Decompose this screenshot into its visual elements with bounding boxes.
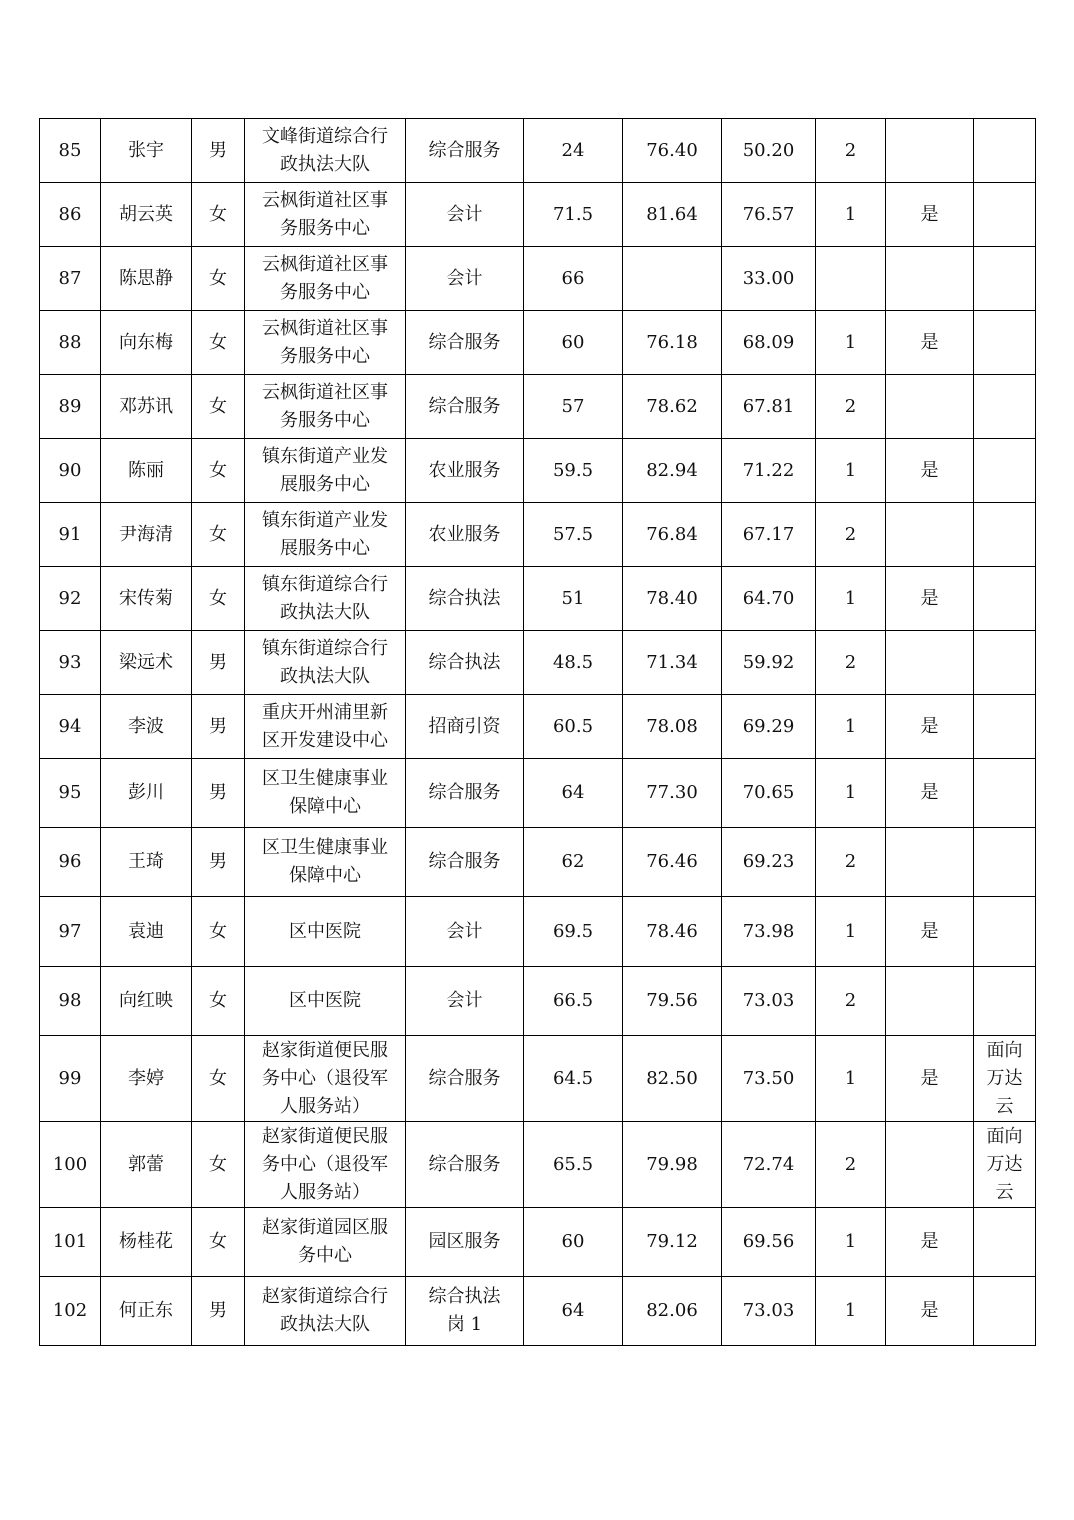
note-cell (974, 247, 1036, 311)
row-number-cell: 90 (40, 439, 101, 503)
interview-score-cell (623, 247, 722, 311)
note-cell (974, 695, 1036, 759)
gender-cell: 女 (192, 183, 245, 247)
rank-cell: 2 (816, 375, 886, 439)
unit-cell: 镇东街道产业发 展服务中心 (245, 439, 406, 503)
written-score-cell: 60 (524, 1208, 623, 1277)
written-score-cell: 71.5 (524, 183, 623, 247)
selected-cell: 是 (886, 439, 974, 503)
total-score-cell: 69.56 (722, 1208, 816, 1277)
selected-cell: 是 (886, 567, 974, 631)
written-score-cell: 57.5 (524, 503, 623, 567)
written-score-cell: 48.5 (524, 631, 623, 695)
post-cell: 综合服务 (406, 311, 524, 375)
unit-cell: 赵家街道便民服 务中心（退役军 人服务站） (245, 1122, 406, 1208)
written-score-cell: 64.5 (524, 1036, 623, 1122)
interview-score-cell: 82.50 (623, 1036, 722, 1122)
name-cell: 陈丽 (101, 439, 192, 503)
rank-cell: 1 (816, 759, 886, 828)
written-score-cell: 64 (524, 1277, 623, 1346)
gender-cell: 女 (192, 967, 245, 1036)
name-cell: 彭川 (101, 759, 192, 828)
note-cell (974, 1277, 1036, 1346)
interview-score-cell: 82.06 (623, 1277, 722, 1346)
table-row (40, 828, 1036, 897)
rank-cell: 1 (816, 1036, 886, 1122)
post-cell: 园区服务 (406, 1208, 524, 1277)
row-number-cell: 91 (40, 503, 101, 567)
row-number-cell: 85 (40, 119, 101, 183)
unit-cell: 云枫街道社区事 务服务中心 (245, 311, 406, 375)
name-cell: 梁远术 (101, 631, 192, 695)
note-cell: 面向 万达 云 (974, 1122, 1036, 1208)
table-row (40, 1277, 1036, 1346)
table-row (40, 183, 1036, 247)
interview-score-cell: 76.40 (623, 119, 722, 183)
unit-cell: 重庆开州浦里新 区开发建设中心 (245, 695, 406, 759)
name-cell: 邓苏讯 (101, 375, 192, 439)
selected-cell (886, 375, 974, 439)
rank-cell: 2 (816, 1122, 886, 1208)
table-row (40, 1122, 1036, 1208)
rank-cell: 1 (816, 695, 886, 759)
post-cell: 会计 (406, 897, 524, 967)
unit-cell: 区卫生健康事业 保障中心 (245, 759, 406, 828)
row-number-cell: 101 (40, 1208, 101, 1277)
rank-cell: 1 (816, 183, 886, 247)
note-cell (974, 1208, 1036, 1277)
note-cell (974, 759, 1036, 828)
interview-score-cell: 78.62 (623, 375, 722, 439)
gender-cell: 男 (192, 759, 245, 828)
row-number-cell: 98 (40, 967, 101, 1036)
total-score-cell: 59.92 (722, 631, 816, 695)
note-cell (974, 183, 1036, 247)
interview-score-cell: 82.94 (623, 439, 722, 503)
selected-cell (886, 631, 974, 695)
total-score-cell: 69.29 (722, 695, 816, 759)
total-score-cell: 68.09 (722, 311, 816, 375)
rank-cell (816, 247, 886, 311)
total-score-cell: 64.70 (722, 567, 816, 631)
selected-cell: 是 (886, 897, 974, 967)
note-cell (974, 503, 1036, 567)
post-cell: 综合服务 (406, 759, 524, 828)
note-cell (974, 311, 1036, 375)
name-cell: 张宇 (101, 119, 192, 183)
name-cell: 李波 (101, 695, 192, 759)
gender-cell: 男 (192, 631, 245, 695)
name-cell: 李婷 (101, 1036, 192, 1122)
written-score-cell: 65.5 (524, 1122, 623, 1208)
post-cell: 综合服务 (406, 119, 524, 183)
interview-score-cell: 76.18 (623, 311, 722, 375)
table-row (40, 1036, 1036, 1122)
table-row (40, 897, 1036, 967)
gender-cell: 女 (192, 1036, 245, 1122)
rank-cell: 2 (816, 631, 886, 695)
post-cell: 综合执法 岗 1 (406, 1277, 524, 1346)
gender-cell: 女 (192, 311, 245, 375)
note-cell (974, 439, 1036, 503)
unit-cell: 区中医院 (245, 967, 406, 1036)
row-number-cell: 89 (40, 375, 101, 439)
post-cell: 会计 (406, 247, 524, 311)
gender-cell: 女 (192, 503, 245, 567)
rank-cell: 1 (816, 311, 886, 375)
selected-cell: 是 (886, 183, 974, 247)
table-row (40, 311, 1036, 375)
table-row (40, 375, 1036, 439)
unit-cell: 文峰街道综合行 政执法大队 (245, 119, 406, 183)
interview-score-cell: 78.08 (623, 695, 722, 759)
written-score-cell: 66 (524, 247, 623, 311)
row-number-cell: 93 (40, 631, 101, 695)
name-cell: 向东梅 (101, 311, 192, 375)
interview-score-cell: 81.64 (623, 183, 722, 247)
note-cell (974, 567, 1036, 631)
rank-cell: 2 (816, 828, 886, 897)
total-score-cell: 76.57 (722, 183, 816, 247)
unit-cell: 赵家街道综合行 政执法大队 (245, 1277, 406, 1346)
table-row (40, 631, 1036, 695)
selected-cell (886, 503, 974, 567)
gender-cell: 女 (192, 439, 245, 503)
unit-cell: 区卫生健康事业 保障中心 (245, 828, 406, 897)
name-cell: 尹海清 (101, 503, 192, 567)
row-number-cell: 97 (40, 897, 101, 967)
rank-cell: 1 (816, 567, 886, 631)
row-number-cell: 95 (40, 759, 101, 828)
interview-score-cell: 79.98 (623, 1122, 722, 1208)
selected-cell (886, 828, 974, 897)
interview-score-cell: 78.40 (623, 567, 722, 631)
post-cell: 综合服务 (406, 1122, 524, 1208)
total-score-cell: 73.50 (722, 1036, 816, 1122)
name-cell: 何正东 (101, 1277, 192, 1346)
written-score-cell: 66.5 (524, 967, 623, 1036)
post-cell: 综合服务 (406, 1036, 524, 1122)
name-cell: 宋传菊 (101, 567, 192, 631)
name-cell: 郭蕾 (101, 1122, 192, 1208)
table-body (40, 119, 1036, 1346)
rank-cell: 2 (816, 503, 886, 567)
interview-score-cell: 77.30 (623, 759, 722, 828)
gender-cell: 女 (192, 1208, 245, 1277)
total-score-cell: 70.65 (722, 759, 816, 828)
interview-score-cell: 78.46 (623, 897, 722, 967)
interview-score-cell: 76.84 (623, 503, 722, 567)
gender-cell: 男 (192, 695, 245, 759)
row-number-cell: 87 (40, 247, 101, 311)
unit-cell: 赵家街道园区服 务中心 (245, 1208, 406, 1277)
interview-score-cell: 79.12 (623, 1208, 722, 1277)
rank-cell: 2 (816, 119, 886, 183)
selected-cell (886, 967, 974, 1036)
post-cell: 农业服务 (406, 503, 524, 567)
rank-cell: 1 (816, 1277, 886, 1346)
unit-cell: 区中医院 (245, 897, 406, 967)
total-score-cell: 73.03 (722, 967, 816, 1036)
name-cell: 胡云英 (101, 183, 192, 247)
total-score-cell: 73.03 (722, 1277, 816, 1346)
selected-cell (886, 247, 974, 311)
note-cell (974, 375, 1036, 439)
note-cell: 面向 万达 云 (974, 1036, 1036, 1122)
row-number-cell: 102 (40, 1277, 101, 1346)
unit-cell: 镇东街道产业发 展服务中心 (245, 503, 406, 567)
table-row (40, 503, 1036, 567)
unit-cell: 云枫街道社区事 务服务中心 (245, 183, 406, 247)
row-number-cell: 88 (40, 311, 101, 375)
table-row (40, 567, 1036, 631)
post-cell: 综合执法 (406, 631, 524, 695)
gender-cell: 男 (192, 828, 245, 897)
table-row (40, 695, 1036, 759)
post-cell: 综合服务 (406, 828, 524, 897)
selected-cell: 是 (886, 1277, 974, 1346)
gender-cell: 女 (192, 567, 245, 631)
table-row (40, 439, 1036, 503)
selected-cell: 是 (886, 1208, 974, 1277)
selected-cell (886, 119, 974, 183)
total-score-cell: 69.23 (722, 828, 816, 897)
written-score-cell: 64 (524, 759, 623, 828)
gender-cell: 女 (192, 247, 245, 311)
unit-cell: 赵家街道便民服 务中心（退役军 人服务站） (245, 1036, 406, 1122)
table-row (40, 119, 1036, 183)
table-row (40, 967, 1036, 1036)
total-score-cell: 67.81 (722, 375, 816, 439)
interview-score-cell: 79.56 (623, 967, 722, 1036)
note-cell (974, 631, 1036, 695)
unit-cell: 镇东街道综合行 政执法大队 (245, 631, 406, 695)
interview-score-cell: 76.46 (623, 828, 722, 897)
written-score-cell: 24 (524, 119, 623, 183)
table-row (40, 247, 1036, 311)
selected-cell: 是 (886, 1036, 974, 1122)
rank-cell: 1 (816, 1208, 886, 1277)
written-score-cell: 69.5 (524, 897, 623, 967)
unit-cell: 云枫街道社区事 务服务中心 (245, 375, 406, 439)
total-score-cell: 71.22 (722, 439, 816, 503)
written-score-cell: 51 (524, 567, 623, 631)
name-cell: 杨桂花 (101, 1208, 192, 1277)
table-row (40, 1208, 1036, 1277)
total-score-cell: 33.00 (722, 247, 816, 311)
written-score-cell: 57 (524, 375, 623, 439)
gender-cell: 女 (192, 1122, 245, 1208)
written-score-cell: 62 (524, 828, 623, 897)
post-cell: 招商引资 (406, 695, 524, 759)
gender-cell: 女 (192, 897, 245, 967)
note-cell (974, 828, 1036, 897)
post-cell: 综合执法 (406, 567, 524, 631)
gender-cell: 男 (192, 1277, 245, 1346)
note-cell (974, 967, 1036, 1036)
written-score-cell: 60 (524, 311, 623, 375)
total-score-cell: 73.98 (722, 897, 816, 967)
post-cell: 农业服务 (406, 439, 524, 503)
table-row (40, 759, 1036, 828)
post-cell: 综合服务 (406, 375, 524, 439)
unit-cell: 云枫街道社区事 务服务中心 (245, 247, 406, 311)
row-number-cell: 92 (40, 567, 101, 631)
unit-cell: 镇东街道综合行 政执法大队 (245, 567, 406, 631)
selected-cell: 是 (886, 759, 974, 828)
written-score-cell: 59.5 (524, 439, 623, 503)
gender-cell: 男 (192, 119, 245, 183)
rank-cell: 2 (816, 967, 886, 1036)
selected-cell: 是 (886, 311, 974, 375)
name-cell: 向红映 (101, 967, 192, 1036)
results-table (39, 118, 1036, 1346)
note-cell (974, 119, 1036, 183)
name-cell: 王琦 (101, 828, 192, 897)
selected-cell: 是 (886, 695, 974, 759)
row-number-cell: 96 (40, 828, 101, 897)
rank-cell: 1 (816, 439, 886, 503)
post-cell: 会计 (406, 967, 524, 1036)
name-cell: 袁迪 (101, 897, 192, 967)
post-cell: 会计 (406, 183, 524, 247)
row-number-cell: 94 (40, 695, 101, 759)
written-score-cell: 60.5 (524, 695, 623, 759)
interview-score-cell: 71.34 (623, 631, 722, 695)
name-cell: 陈思静 (101, 247, 192, 311)
total-score-cell: 72.74 (722, 1122, 816, 1208)
total-score-cell: 67.17 (722, 503, 816, 567)
row-number-cell: 86 (40, 183, 101, 247)
total-score-cell: 50.20 (722, 119, 816, 183)
row-number-cell: 100 (40, 1122, 101, 1208)
rank-cell: 1 (816, 897, 886, 967)
selected-cell (886, 1122, 974, 1208)
note-cell (974, 897, 1036, 967)
gender-cell: 女 (192, 375, 245, 439)
row-number-cell: 99 (40, 1036, 101, 1122)
